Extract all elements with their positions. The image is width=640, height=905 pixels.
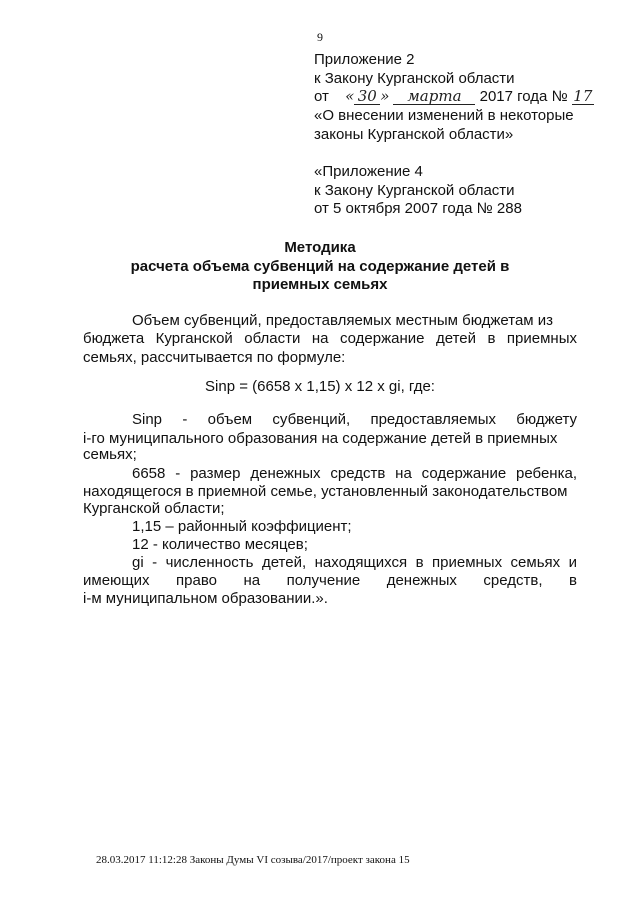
subappendix-date: от 5 октября 2007 года № 288 xyxy=(314,200,522,217)
document-footer: 28.03.2017 11:12:28 Законы Думы VI созыва/2017/проект закона 15 xyxy=(96,854,410,866)
handwritten-day: 30 xyxy=(354,88,380,105)
law-date-line xyxy=(314,87,594,106)
def-months: 12 - количество месяцев; xyxy=(132,536,308,553)
def-6658-line2: находящегося в приемной семье, установленный законодательством xyxy=(83,483,568,500)
year-text: 2017 года № xyxy=(479,88,568,105)
quote-open: « xyxy=(345,87,355,105)
law-reference: к Закону Курганской области xyxy=(314,70,515,87)
doc-subtitle-line1: расчета объема субвенций на содержание детей в xyxy=(130,258,510,275)
date-prefix: от xyxy=(314,88,329,105)
intro-line2: бюджета Курганской области на содержание детей в приемных xyxy=(83,330,577,347)
intro-line3: семьях, рассчитывается по формуле: xyxy=(83,349,346,366)
doc-subtitle-line2: приемных семьях xyxy=(252,276,388,293)
def-gi-line3: i-м муниципальном образовании.». xyxy=(83,590,328,607)
def-gi-line2: имеющих право на получение денежных средств, в xyxy=(83,572,577,589)
page-number: 9 xyxy=(317,30,323,44)
intro-line1 xyxy=(132,311,577,330)
subappendix-label: «Приложение 4 xyxy=(314,163,423,180)
handwritten-law-number: 17 xyxy=(573,87,593,105)
quote-close: » xyxy=(380,87,390,105)
intro-text-1: Объем субвенций, предоставляемых местным бюджетам из xyxy=(132,312,554,329)
subappendix-law: к Закону Курганской области xyxy=(314,182,515,199)
def-gi-line1: gi - численность детей, находящихся в приемных семьях и xyxy=(132,554,577,571)
def-sinp-line1: Sinp - объем субвенций, предоставляемых бюджету xyxy=(132,411,577,428)
doc-title: Методика xyxy=(284,239,356,256)
handwritten-month: марта xyxy=(393,88,475,105)
def-6658-line1: 6658 - размер денежных средств на содержание ребенка, xyxy=(132,465,577,482)
def-6658-line3: Курганской области; xyxy=(83,500,225,517)
law-title-line1: «О внесении изменений в некоторые xyxy=(314,107,574,124)
law-title-line2: законы Курганской области» xyxy=(314,126,514,143)
def-sinp-line3: семьях; xyxy=(83,446,137,463)
def-coefficient: 1,15 – районный коэффициент; xyxy=(132,518,352,535)
formula: Sinp = (6658 х 1,15) х 12 х gi, где: xyxy=(205,378,435,395)
def-sinp-line2: i-го муниципального образования на содержание детей в приемных xyxy=(83,430,558,447)
appendix-label: Приложение 2 xyxy=(314,51,415,68)
